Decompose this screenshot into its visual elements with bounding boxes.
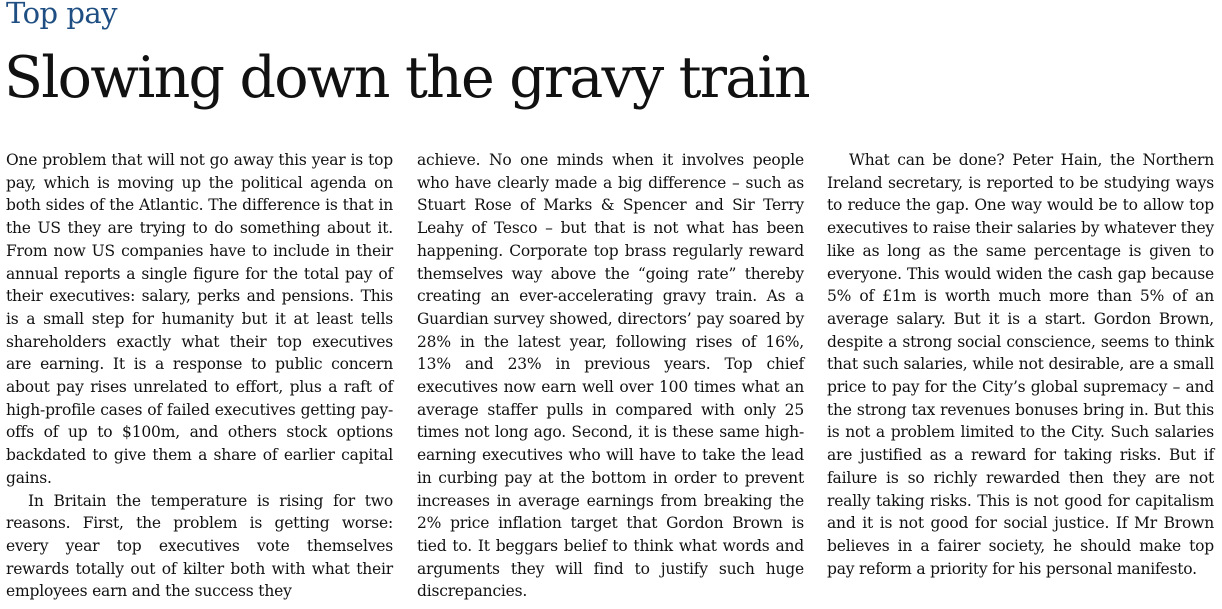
- body-paragraph: In Britain the temperature is rising for two reasons. First, the problem is getting worse: every year top executives vote themselves rewards totally out of kilter both with what their employees earn and the success they: [6, 491, 393, 601]
- body-paragraph: One problem that will not go away this year is top pay, which is moving up the political agenda on both sides of the Atlantic. The difference is that in the US they are trying to do something about it. From now US companies have to include in their annual reports a single figure for the total pay of their executives: salary, perks and pensions. This is a small step for humanity but it at least tells shareholders exactly what their top executives are earning. It is a response to public concern about pay rises unrelated to effort, plus a raft of high-profile cases of failed executives getting pay-offs of up to $100m, and others stock options backdated to give them a share of earlier capital gains.: [6, 151, 393, 487]
- body-column-2: [417, 149, 804, 603]
- body-column-1: [6, 149, 393, 603]
- article-headline: Slowing down the gravy train: [4, 45, 809, 111]
- body-paragraph: What can be done? Peter Hain, the Northern Ireland secretary, is reported to be studying ways to reduce the gap. One way would be to allow top executives to raise their salaries by whatever they like as long as the same percentage is given to everyone. This would widen the cash gap because 5% of £1m is worth much more than 5% of an average salary. But it is a start. Gordon Brown, despite a strong social conscience, seems to think that such salaries, while not desirable, are a small price to pay for the City’s global supremacy – and the strong tax revenues bonuses bring in. But this is not a problem limited to the City. Such salaries are justified as a reward for taking risks. But if failure is so richly rewarded then they are not really taking risks. This is not good for capitalism and it is not good for social justice. If Mr Brown believes in a fairer society, he should make top pay reform a priority for his personal manifesto.: [827, 151, 1214, 578]
- body-paragraph: achieve. No one minds when it involves people who have clearly made a big difference – such as Stuart Rose of Marks & Spencer and Sir Terry Leahy of Tesco – but that is not what has been happening. Corporate top brass regularly reward themselves way above the “going rate” thereby creating an ever-accelerating gravy train. As a Guardian survey showed, directors’ pay soared by 28% in the latest year, following rises of 16%, 13% and 23% in previous years. Top chief executives now earn well over 100 times what an average staffer pulls in compared with only 25 times not long ago. Second, it is these same high-earning executives who will have to take the lead in curbing pay at the bottom in order to prevent increases in average earnings from breaking the 2% price inflation target that Gordon Brown is tied to. It beggars belief to think what words and arguments they will find to justify such huge discrepancies.: [417, 151, 804, 601]
- body-column-3: [827, 149, 1214, 580]
- section-kicker: Top pay: [6, 0, 118, 30]
